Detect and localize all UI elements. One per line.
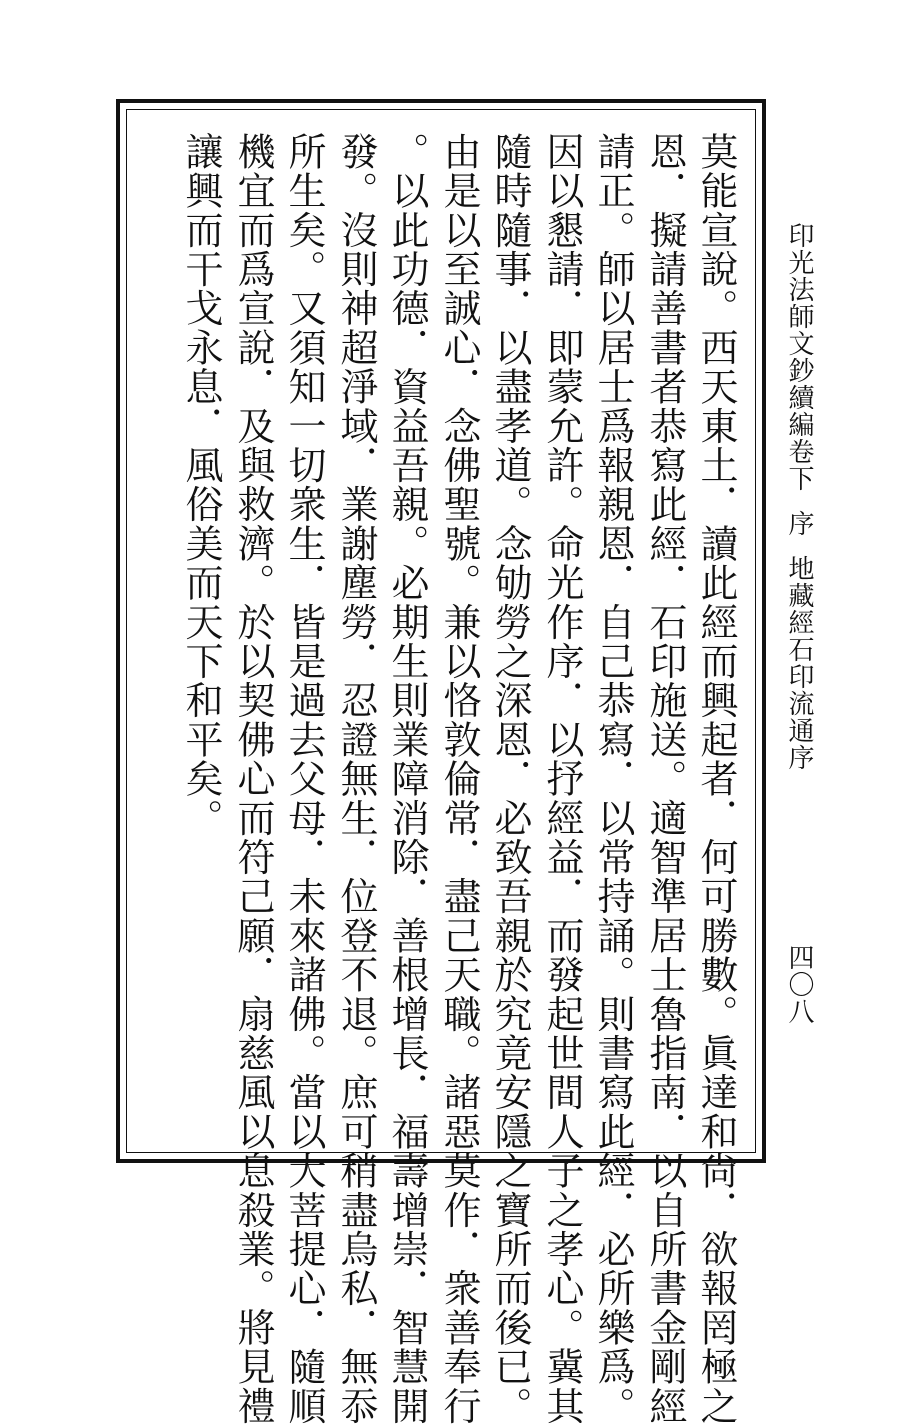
section-label: 序 <box>784 510 814 537</box>
text-column-2: 恩．擬請善書者恭寫此經．石印施送。適智準居士魯指南．以自所書金剛經 <box>643 132 687 1426</box>
text-column-9: 所生矣。又須知一切衆生．皆是過去父母．未來諸佛。當以大菩提心．隨順 <box>282 132 326 1426</box>
text-column-8: 發。沒則神超淨域．業謝塵勞．忍證無生．位登不退。庶可稍盡烏私．無忝 <box>334 132 378 1426</box>
book-title: 印光法師文鈔續編卷下 <box>784 222 814 492</box>
text-column-5: 隨時隨事．以盡孝道。念劬勞之深恩．必致吾親於究竟安隱之寶所而後已。 <box>488 132 532 1426</box>
text-column-3: 請正。師以居士爲報親恩．自己恭寫．以常持誦。則書寫此經．必所樂爲。 <box>591 132 635 1426</box>
text-column-11: 讓興而干戈永息．風俗美而天下和平矣。 <box>179 132 223 838</box>
text-column-6: 由是以至誠心．念佛聖號。兼以恪敦倫常．盡己天職。諸惡莫作．衆善奉行 <box>437 132 481 1426</box>
running-header <box>786 222 812 771</box>
text-column-1: 莫能宣說。西天東土．讀此經而興起者．何可勝數。眞達和尙．欲報罔極之 <box>694 132 738 1426</box>
page-number: 四〇八 <box>784 944 814 1025</box>
text-column-4: 因以懇請．即蒙允許。命光作序．以抒經益．而發起世間人子之孝心。冀其 <box>540 132 584 1426</box>
chapter-title: 地藏經石印流通序 <box>784 555 814 771</box>
text-column-10: 機宜而爲宣說．及與救濟。於以契佛心而符己願．扇慈風以息殺業。將見禮 <box>231 132 275 1426</box>
text-column-7: 。以此功德．資益吾親。必期生則業障消除．善根增長．福壽增崇．智慧開 <box>385 132 429 1426</box>
